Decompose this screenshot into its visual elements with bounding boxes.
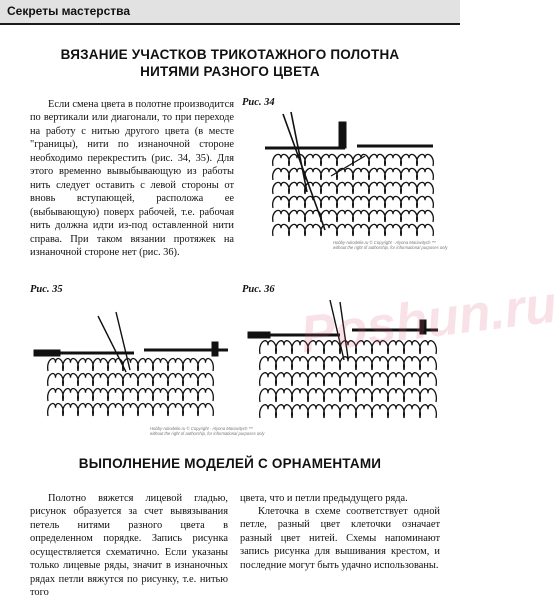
knit-stitch bbox=[78, 359, 94, 371]
knit-stitch bbox=[93, 389, 109, 401]
knit-stitch bbox=[123, 404, 139, 416]
knit-stitch bbox=[273, 224, 290, 236]
knit-stitch bbox=[321, 196, 338, 208]
knit-stitch bbox=[93, 374, 109, 386]
knit-stitch bbox=[273, 196, 290, 208]
knit-stitch bbox=[292, 389, 309, 402]
figure-34-copyright bbox=[333, 240, 448, 250]
knit-stitch bbox=[276, 405, 293, 418]
knit-stitch bbox=[276, 357, 293, 370]
knit-stitch bbox=[78, 389, 94, 401]
knit-stitch bbox=[420, 389, 437, 402]
knit-stitch bbox=[183, 374, 199, 386]
figure-35-illustration bbox=[34, 312, 230, 424]
knit-stitch bbox=[417, 182, 434, 194]
knit-stitch bbox=[63, 404, 79, 416]
knit-fabric-lower bbox=[273, 154, 434, 236]
knit-stitch bbox=[356, 373, 373, 386]
knit-stitch bbox=[353, 182, 370, 194]
knit-stitch bbox=[138, 374, 154, 386]
knit-stitch bbox=[369, 224, 386, 236]
knit-stitch bbox=[417, 224, 434, 236]
knit-stitch bbox=[356, 389, 373, 402]
knit-stitch bbox=[289, 210, 306, 222]
knit-stitch bbox=[369, 196, 386, 208]
knit-stitch bbox=[153, 389, 169, 401]
knit-stitch bbox=[337, 168, 354, 180]
knit-stitch bbox=[153, 359, 169, 371]
knit-stitch bbox=[385, 210, 402, 222]
knit-stitch bbox=[369, 154, 386, 166]
knit-stitch bbox=[385, 182, 402, 194]
knit-stitch bbox=[276, 389, 293, 402]
knit-stitch bbox=[404, 389, 421, 402]
section-title-line-2: НИТЯМИ РАЗНОГО ЦВЕТА bbox=[140, 64, 320, 79]
knit-stitch bbox=[273, 210, 290, 222]
knit-stitch bbox=[385, 196, 402, 208]
knit-stitch bbox=[385, 154, 402, 166]
knit-stitch bbox=[404, 357, 421, 370]
knit-stitch bbox=[260, 341, 277, 354]
knit-stitch bbox=[340, 373, 357, 386]
knit-stitch bbox=[138, 359, 154, 371]
knit-stitch bbox=[337, 196, 354, 208]
knit-stitch bbox=[353, 154, 370, 166]
knit-stitch bbox=[198, 359, 214, 371]
knit-stitch bbox=[404, 373, 421, 386]
knit-stitch bbox=[123, 374, 139, 386]
knit-stitch bbox=[353, 196, 370, 208]
knit-stitch bbox=[289, 154, 306, 166]
knit-stitch bbox=[276, 373, 293, 386]
knit-stitch bbox=[48, 359, 64, 371]
knit-stitch bbox=[260, 373, 277, 386]
figure-34-illustration bbox=[265, 112, 435, 240]
ornaments-paragraph-left: Полотно вяжется лицевой гладью, рисунок образуется за счет вывязывания петель нитями разного цвета в определенном порядке. Запись рисунка осуществляется схематично. Если указаны только лицевые ряды, значит в изнаночных рядах петли вяжутся по рисунку, т.е. нитью того bbox=[30, 493, 228, 599]
knit-stitch bbox=[93, 404, 109, 416]
site-watermark: Poshun.ru bbox=[297, 275, 560, 365]
knit-stitch bbox=[340, 389, 357, 402]
figure-35-label: Рис. 35 bbox=[30, 284, 63, 295]
knit-stitch bbox=[198, 404, 214, 416]
knit-stitch bbox=[108, 404, 124, 416]
knit-stitch bbox=[183, 404, 199, 416]
ornaments-paragraph-continued: цвета, что и петли предыдущего ряда. bbox=[240, 493, 408, 504]
copyright-line-2: without the right of authorship, for informational purposes only bbox=[150, 431, 265, 436]
knit-stitch bbox=[305, 182, 322, 194]
knit-stitch bbox=[420, 405, 437, 418]
knit-stitch bbox=[372, 357, 389, 370]
knit-stitch bbox=[388, 389, 405, 402]
knit-stitch bbox=[401, 224, 418, 236]
knit-stitch bbox=[369, 168, 386, 180]
knit-stitch bbox=[123, 389, 139, 401]
knit-stitch bbox=[372, 389, 389, 402]
knit-stitch bbox=[404, 405, 421, 418]
knit-stitch bbox=[308, 405, 325, 418]
knit-stitch bbox=[153, 374, 169, 386]
knit-stitch bbox=[372, 405, 389, 418]
knit-stitch bbox=[305, 224, 322, 236]
figure-35-36-copyright bbox=[150, 426, 265, 436]
knit-stitch bbox=[388, 357, 405, 370]
knit-stitch bbox=[308, 389, 325, 402]
knit-stitch bbox=[292, 373, 309, 386]
knit-stitch bbox=[324, 389, 341, 402]
knit-stitch bbox=[324, 373, 341, 386]
figure-34-label: Рис. 34 bbox=[242, 97, 275, 108]
page-header-title: Секреты мастерства bbox=[7, 4, 131, 18]
knit-stitch bbox=[420, 373, 437, 386]
figure-36-label: Рис. 36 bbox=[242, 284, 275, 295]
knit-fabric-lower bbox=[48, 359, 214, 416]
knit-stitch bbox=[289, 182, 306, 194]
knit-stitch bbox=[369, 182, 386, 194]
knit-stitch bbox=[417, 210, 434, 222]
knit-stitch bbox=[337, 182, 354, 194]
knit-stitch bbox=[108, 389, 124, 401]
knit-stitch bbox=[324, 405, 341, 418]
knit-stitch bbox=[353, 168, 370, 180]
knit-stitch bbox=[417, 154, 434, 166]
knit-stitch bbox=[337, 224, 354, 236]
knit-stitch bbox=[273, 182, 290, 194]
knit-stitch bbox=[63, 389, 79, 401]
knit-stitch bbox=[388, 405, 405, 418]
knit-stitch bbox=[260, 357, 277, 370]
knit-stitch bbox=[401, 210, 418, 222]
section-title-ornaments: ВЫПОЛНЕНИЕ МОДЕЛЕЙ С ОРНАМЕНТАМИ bbox=[78, 456, 382, 471]
knit-stitch bbox=[353, 210, 370, 222]
knit-stitch bbox=[321, 154, 338, 166]
knit-stitch bbox=[292, 405, 309, 418]
knit-stitch bbox=[388, 373, 405, 386]
knit-stitch bbox=[289, 196, 306, 208]
section-title-color-areas bbox=[30, 46, 430, 80]
knit-stitch bbox=[168, 404, 184, 416]
section-title-line-1: ВЯЗАНИЕ УЧАСТКОВ ТРИКОТАЖНОГО ПОЛОТНА bbox=[60, 47, 400, 62]
knit-stitch bbox=[273, 168, 290, 180]
knit-stitch bbox=[321, 182, 338, 194]
knit-stitch bbox=[369, 210, 386, 222]
knit-stitch bbox=[138, 404, 154, 416]
knit-stitch bbox=[276, 341, 293, 354]
knit-stitch bbox=[138, 389, 154, 401]
knit-stitch bbox=[63, 374, 79, 386]
knit-stitch bbox=[420, 357, 437, 370]
knit-stitch bbox=[168, 359, 184, 371]
header-rule bbox=[0, 23, 460, 25]
knit-stitch bbox=[183, 359, 199, 371]
knit-stitch bbox=[417, 196, 434, 208]
knit-stitch bbox=[401, 154, 418, 166]
knit-stitch bbox=[153, 404, 169, 416]
knit-stitch bbox=[305, 168, 322, 180]
knit-stitch bbox=[273, 154, 290, 166]
knit-stitch bbox=[78, 374, 94, 386]
knit-stitch bbox=[48, 404, 64, 416]
knit-stitch bbox=[48, 389, 64, 401]
knit-stitch bbox=[183, 389, 199, 401]
knit-stitch bbox=[385, 224, 402, 236]
intro-paragraph: Если смена цвета в полотне производится по вертикали или диагонали, то при переходе на работу с нитью другого цвета (в месте "границы), нити по изнаночной стороне необходимо перекрестить (рис. 34, 35). Для этого временно вывыбывающую из работы нить следует оставить с левой стороны от вновь вступающей, расположа ее (выбывающую) поверх рабочей, т.е. рабочая нить должна идти из-под оставленной нити справа. При таком вязании протяжек на изнаночной стороне нет (рис. 36). bbox=[30, 99, 234, 258]
knit-stitch bbox=[321, 210, 338, 222]
knit-stitch bbox=[168, 389, 184, 401]
knit-stitch bbox=[337, 210, 354, 222]
knit-stitch bbox=[385, 168, 402, 180]
knit-stitch bbox=[48, 374, 64, 386]
knit-stitch bbox=[401, 196, 418, 208]
knit-stitch bbox=[417, 168, 434, 180]
knit-stitch bbox=[198, 374, 214, 386]
knit-stitch bbox=[198, 389, 214, 401]
knit-stitch bbox=[289, 224, 306, 236]
knit-stitch bbox=[93, 359, 109, 371]
knit-stitch bbox=[340, 405, 357, 418]
knit-stitch bbox=[356, 405, 373, 418]
knit-stitch bbox=[260, 389, 277, 402]
copyright-line-1: Hobby-rukodelie.ru © Copyright - Alyona Mariavitych ™ bbox=[150, 426, 253, 431]
knit-stitch bbox=[308, 373, 325, 386]
knit-stitch bbox=[168, 374, 184, 386]
knit-stitch bbox=[353, 224, 370, 236]
knit-stitch bbox=[305, 154, 322, 166]
ornaments-paragraph-right: Клеточка в схеме соответствует одной петле, разный цвет клеточки означает разный цвет нитей. Схемы напоминают запись рисунка для вышивания крестом, и последние могут быть удачно использованы. bbox=[240, 506, 440, 571]
knit-stitch bbox=[78, 404, 94, 416]
knit-stitch bbox=[260, 405, 277, 418]
copyright-line-2: without the right of authorship, for informational purposes only bbox=[333, 245, 448, 250]
copyright-line-1: Hobby-rukodelie.ru © Copyright - Alyona Mariavitych ™ bbox=[333, 240, 436, 245]
knit-stitch bbox=[63, 359, 79, 371]
knit-stitch bbox=[372, 373, 389, 386]
knit-stitch bbox=[108, 374, 124, 386]
knit-stitch bbox=[401, 168, 418, 180]
knit-stitch bbox=[401, 182, 418, 194]
